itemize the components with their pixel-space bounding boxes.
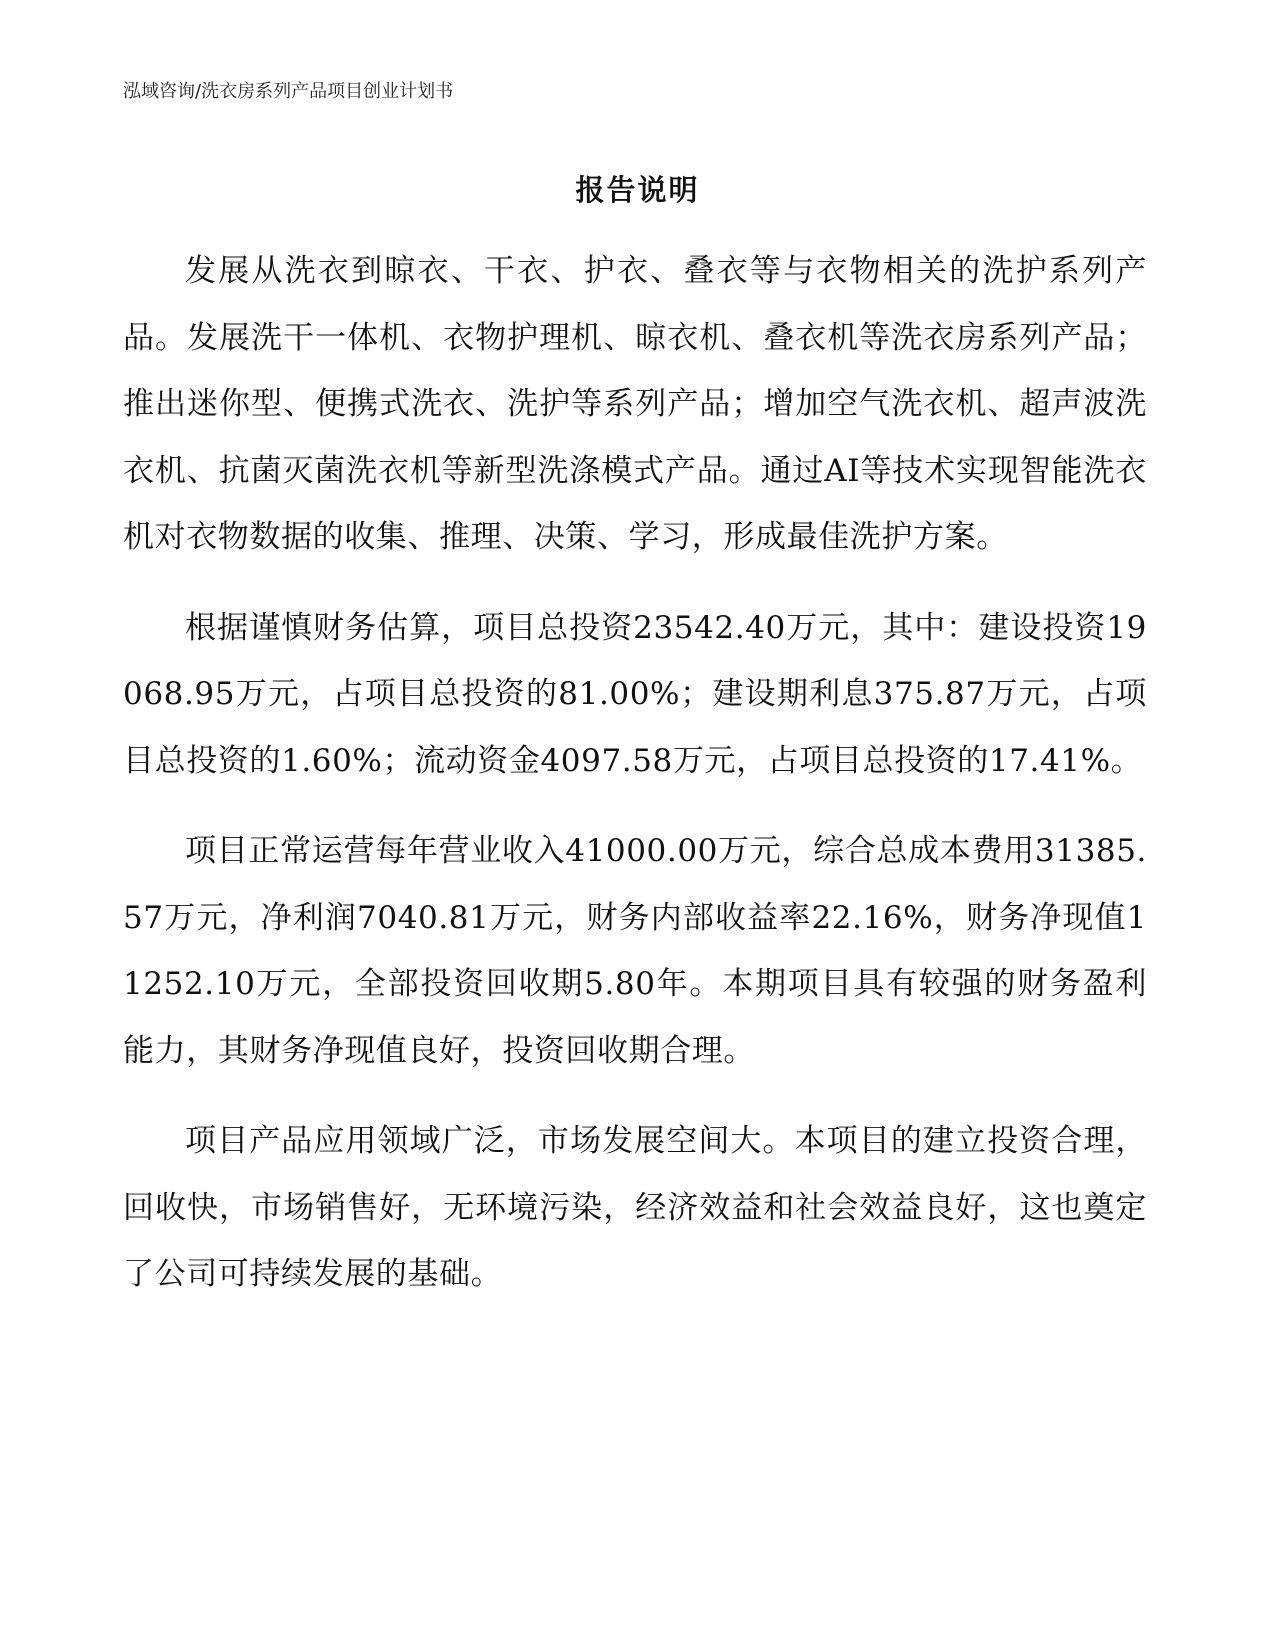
- paragraph-investment-estimate: 根据谨慎财务估算，项目总投资23542.40万元，其中：建设投资19068.95万元，占项目总投资的81.00%；建设期利息375.87万元，占项目总投资的1.60%；流动资金4097.58万元，占项目总投资的17.41%。: [123, 609, 1147, 779]
- running-header: 泓域咨询/洗衣房系列产品项目创业计划书: [123, 81, 454, 102]
- paragraph-market-outlook: 项目产品应用领域广泛，市场发展空间大。本项目的建立投资合理，回收快，市场销售好，无环境污染，经济效益和社会效益良好，这也奠定了公司可持续发展的基础。: [123, 1123, 1147, 1292]
- paragraph-financial-returns: 项目正常运营每年营业收入41000.00万元，综合总成本费用31385.57万元，净利润7040.81万元，财务内部收益率22.16%，财务净现值11252.10万元，全部投资回收期5.80年。本期项目具有较强的财务盈利能力，其财务净现值良好，投资回收期合理。: [123, 833, 1147, 1069]
- document-body: [123, 238, 1147, 1332]
- document-title: 报告说明: [575, 173, 700, 207]
- header-divider: [123, 112, 1125, 113]
- paragraph-product-overview: 发展从洗衣到晾衣、干衣、护衣、叠衣等与衣物相关的洗护系列产品。发展洗干一体机、衣物护理机、晾衣机、叠衣机等洗衣房系列产品；推出迷你型、便携式洗衣、洗护等系列产品；增加空气洗衣机、超声波洗衣机、抗菌灭菌洗衣机等新型洗涤模式产品。通过AI等技术实现智能洗衣机对衣物数据的收集、推理、决策、学习，形成最佳洗护方案。: [123, 253, 1147, 555]
